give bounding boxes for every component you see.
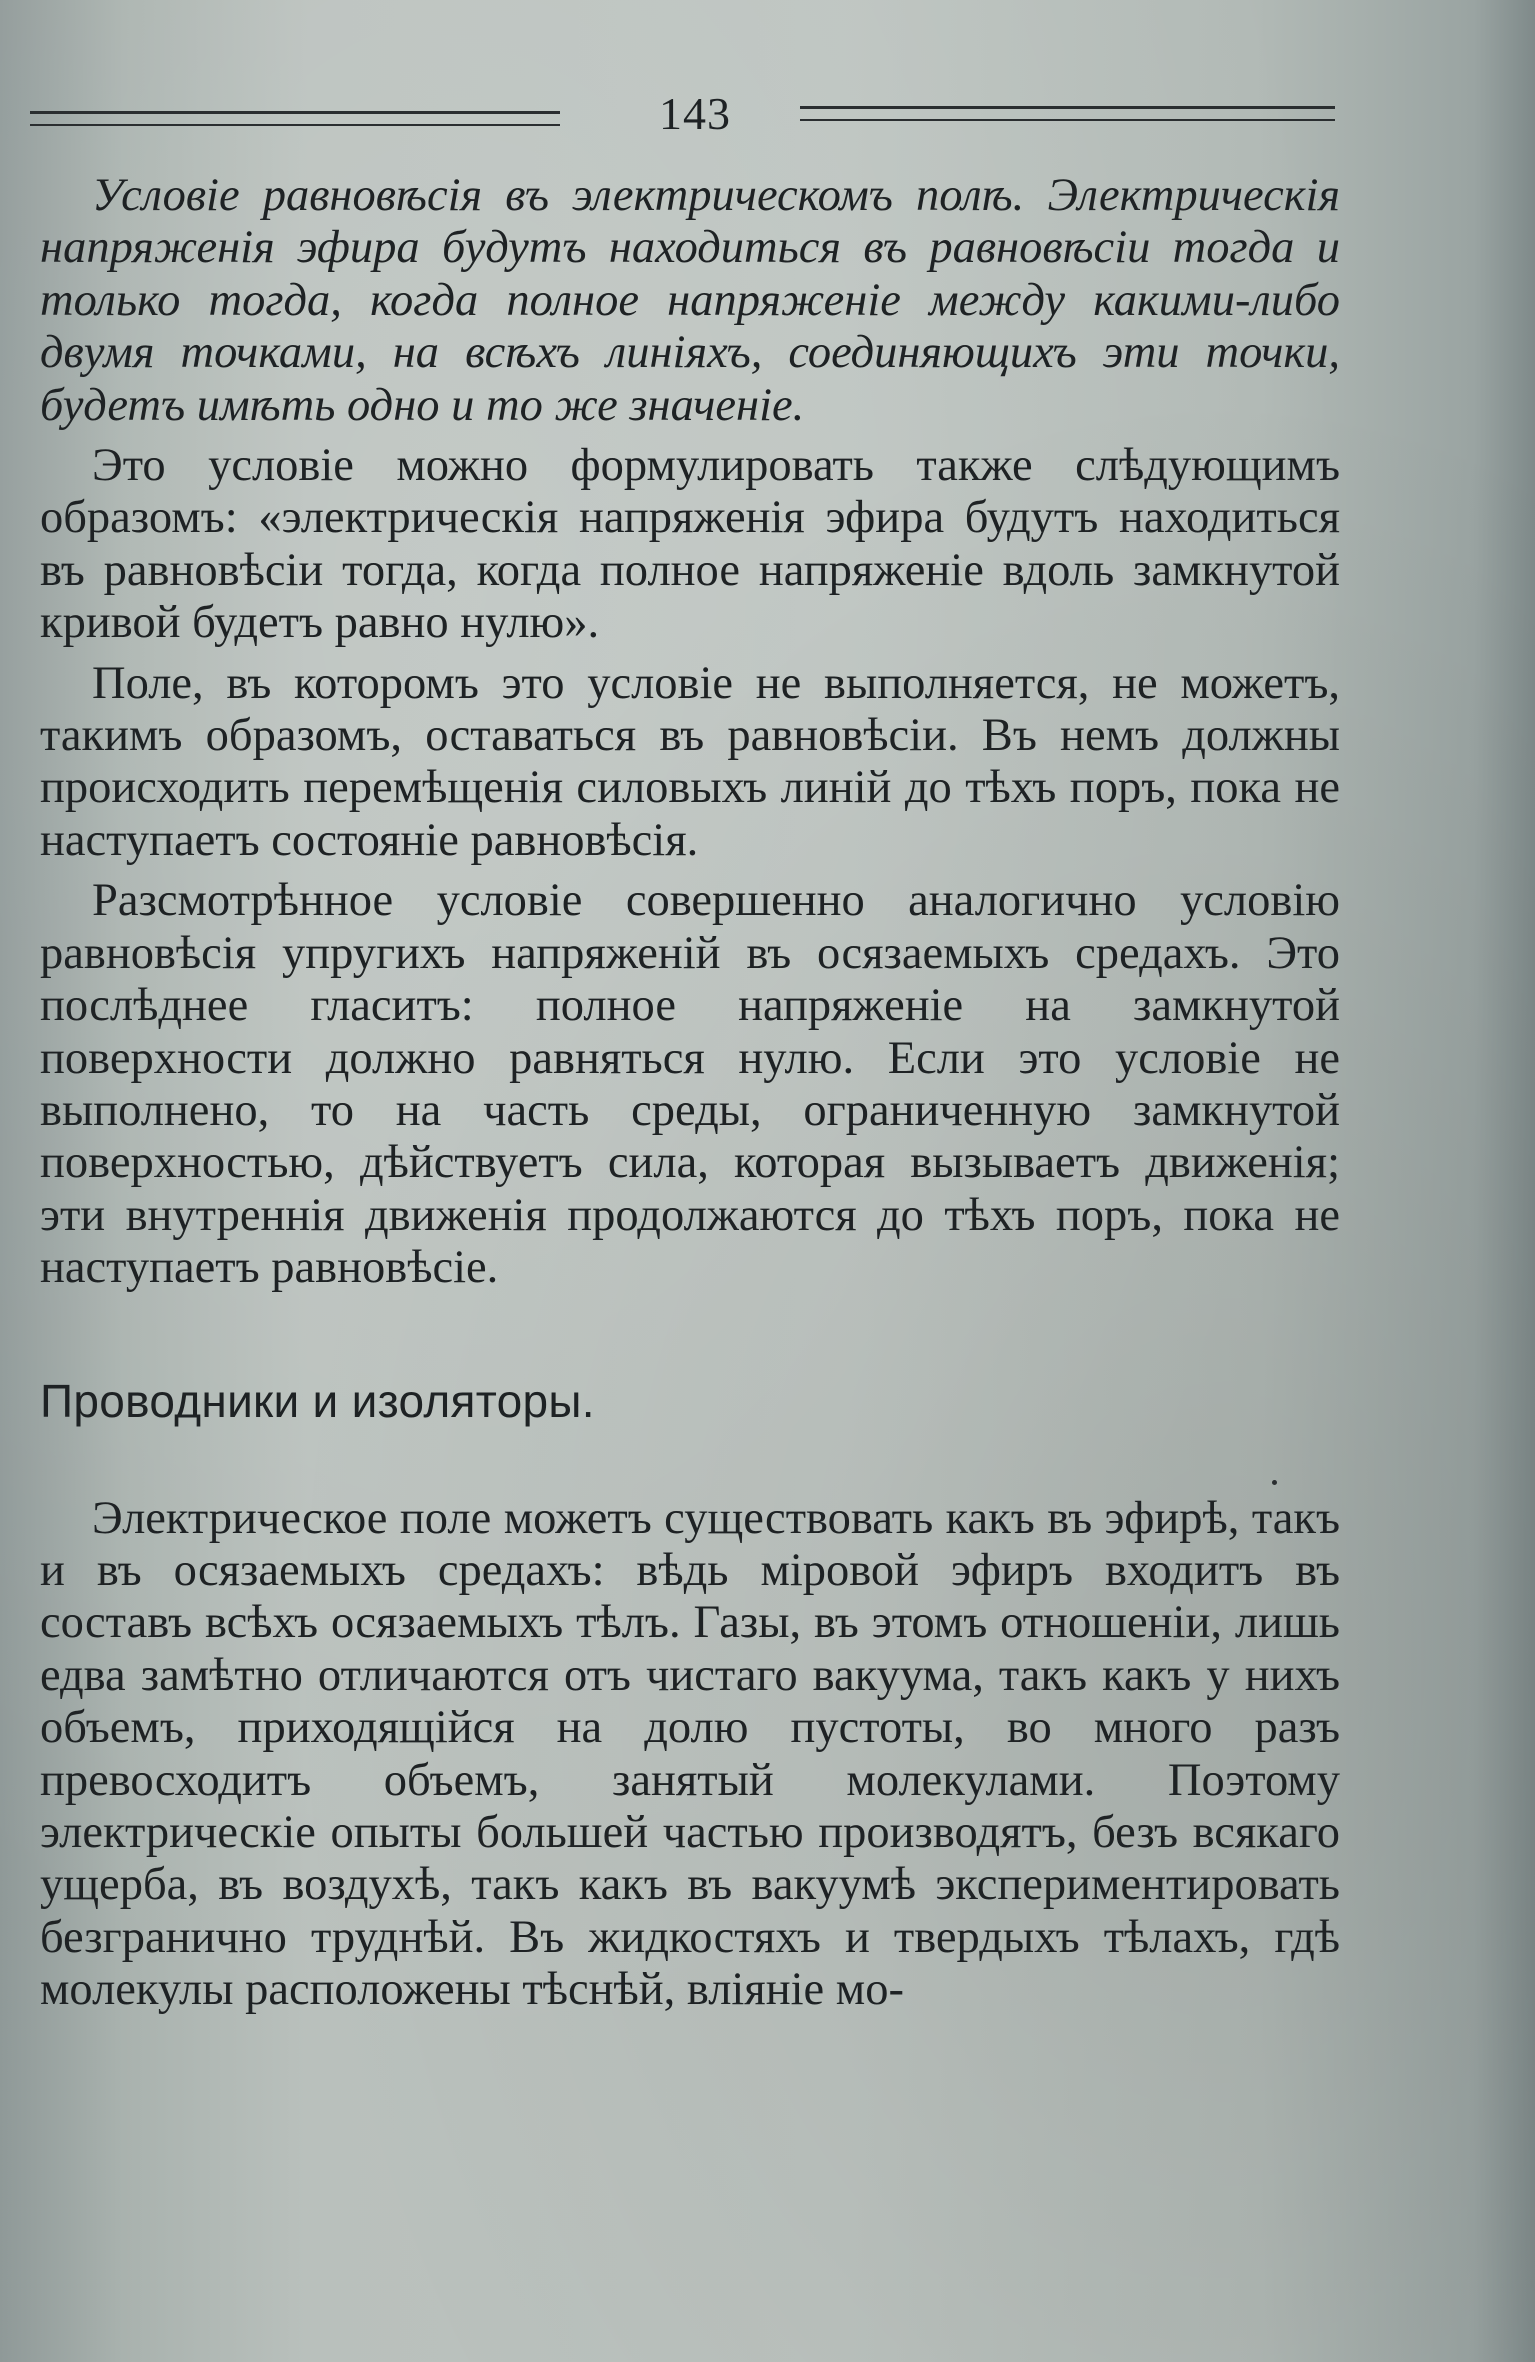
paragraph-elastic-analogy: Разсмотрѣнное условіе совершенно аналогично условію равновѣсія упругихъ напряженій въ осязаемыхъ средахъ. Это послѣднее гласитъ: полное напряженіе на замкнутой поверхности должно равняться нулю. Если это условіе не выполнено, то на часть среды, ограниченную замкнутой поверхностью, дѣйствуетъ сила, которая вызываетъ движенія; эти внутреннія движенія продолжаются до тѣхъ поръ, пока не наступаетъ равновѣсіе. <box>40 875 1340 1294</box>
print-dot <box>1272 1480 1277 1485</box>
section-title: Проводники и изоляторы. <box>40 1374 595 1427</box>
paragraph-field-displacement: Поле, въ которомъ это условіе не выполняется, не можетъ, такимъ образомъ, оставаться въ равновѣсіи. Въ немъ должны происходить перемѣщенія силовыхъ линій до тѣхъ поръ, пока не наступаетъ состояніе равновѣсія. <box>40 657 1340 866</box>
page-number: 143 <box>659 88 731 139</box>
header-rule-left <box>30 111 560 126</box>
paragraph-conductors-insulators: Электрическое поле можетъ существовать какъ въ эфирѣ, такъ и въ осязаемыхъ средахъ: вѣдь міровой эфиръ входитъ въ составъ всѣхъ осязаемыхъ тѣлъ. Газы, въ этомъ отношеніи, лишь едва замѣтно отличаются отъ чистаго вакуума, такъ какъ у нихъ объемъ, приходящійся на долю пустоты, во много разъ превосходитъ объемъ, занятый молекулами. Поэтому электрическіе опыты большей частью производятъ, безъ всякаго ущерба, въ воздухѣ, такъ какъ въ вакуумѣ экспериментировать безгранично труднѣй. Въ жидкостяхъ и твердыхъ тѣлахъ, гдѣ молекулы расположены тѣснѣй, вліяніе мо- <box>40 1492 1340 2016</box>
paragraph-reformulation: Это условіе можно формулировать также слѣдующимъ образомъ: «электрическія напряженія эфира будутъ находиться въ равновѣсіи тогда, когда полное напряженіе вдоль замкнутой кривой будетъ равно нулю». <box>40 440 1340 649</box>
page-content <box>40 170 1340 2025</box>
header-rule-right <box>800 106 1335 121</box>
paragraph-equilibrium-condition: Условіе равновѣсія въ электрическомъ полѣ. Электрическія напряженія эфира будутъ находиться въ равновѣсіи тогда и только тогда, когда полное напряженіе между какими-либо двумя точками, на всѣхъ линіяхъ, соединяющихъ эти точки, будетъ имѣть одно и то же значеніе. <box>40 170 1340 431</box>
page-header <box>30 84 1335 144</box>
